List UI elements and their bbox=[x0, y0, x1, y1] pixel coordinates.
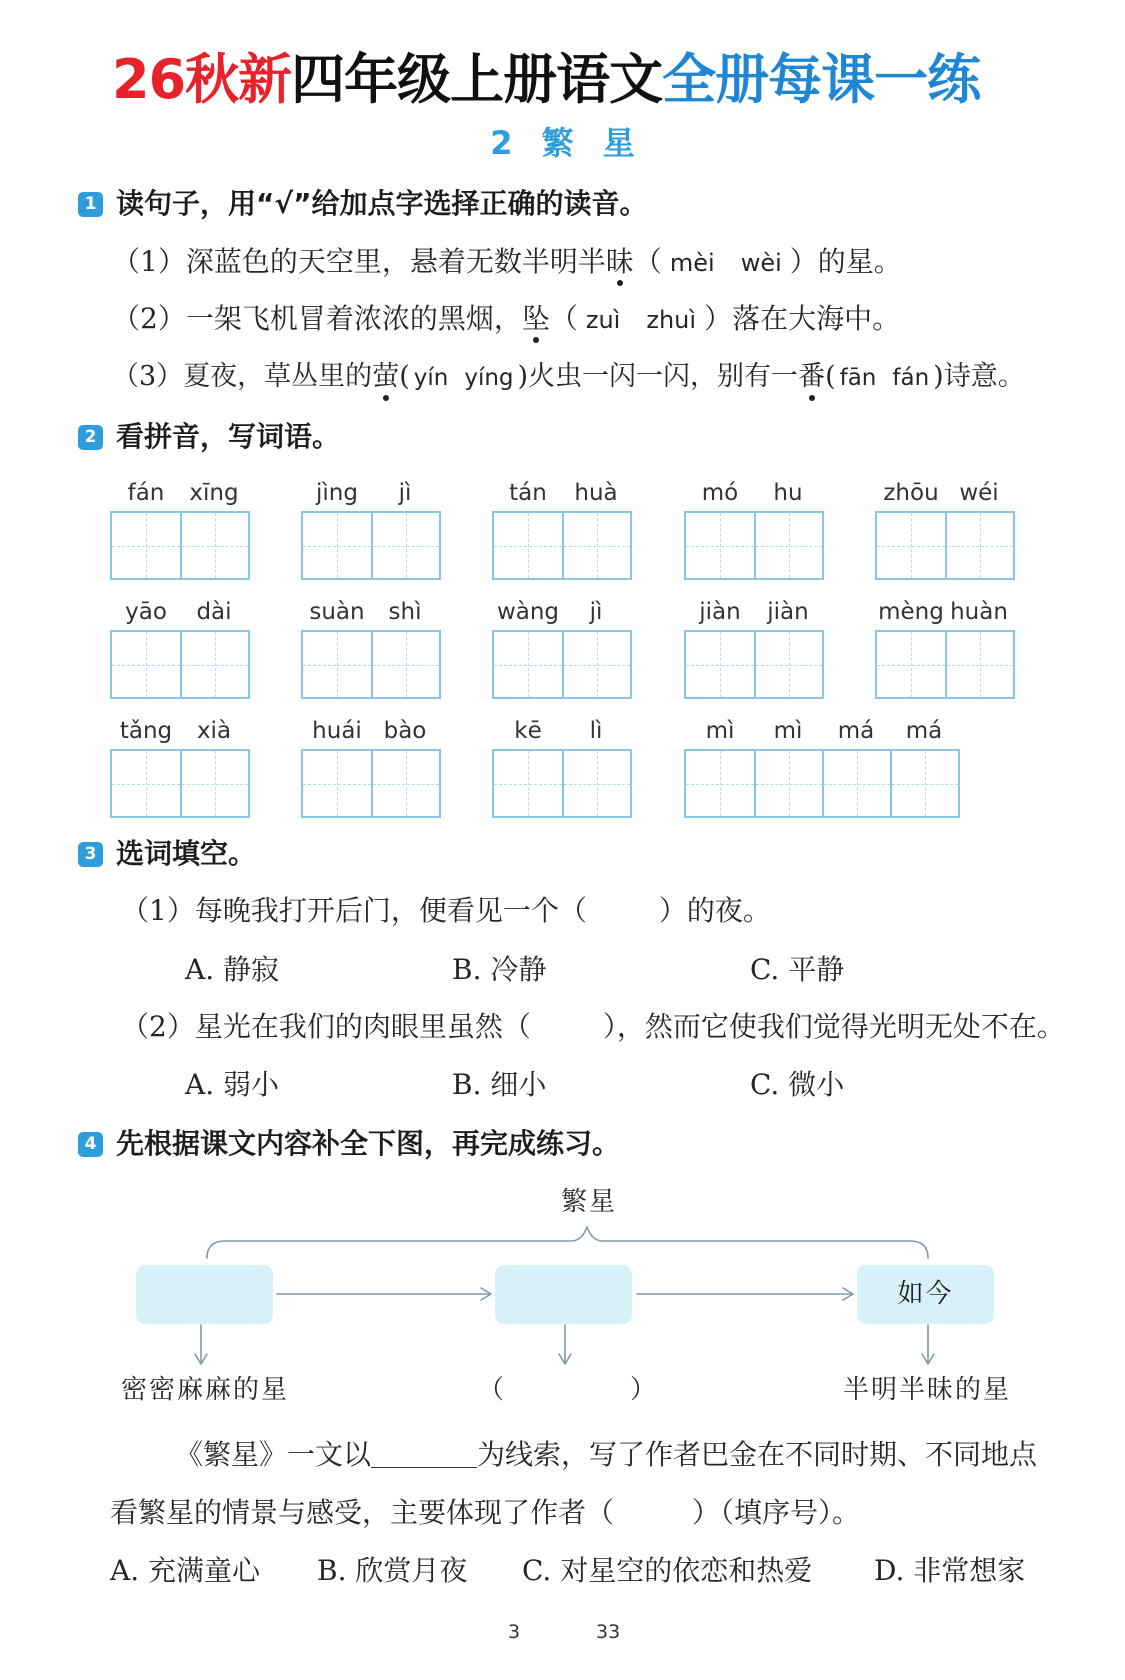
pinyin-label: má bbox=[837, 718, 875, 744]
pinyin-label: jì bbox=[589, 599, 603, 625]
tianzige-group bbox=[875, 630, 1015, 699]
writing-cell[interactable] bbox=[371, 751, 439, 816]
title-black-part: 四年级上册语文 bbox=[291, 48, 663, 111]
pinyin-label: mì bbox=[705, 718, 735, 744]
paren-close: ) bbox=[517, 361, 529, 392]
dotted-character: 萤 bbox=[372, 357, 399, 397]
writing-cell[interactable] bbox=[371, 632, 439, 697]
question-prompt: 看拼音，写词语。 bbox=[116, 420, 341, 453]
writing-cell[interactable] bbox=[494, 513, 562, 578]
writing-cell[interactable] bbox=[562, 632, 630, 697]
tianzige-group bbox=[110, 749, 250, 818]
tianzige-group bbox=[875, 511, 1015, 580]
passage-text: 看繁星的情景与感受，主要体现了作者 bbox=[110, 1496, 587, 1529]
pinyin-label: hu bbox=[773, 480, 803, 506]
sentence-text: 的夜。 bbox=[686, 894, 771, 927]
tianzige-group bbox=[684, 749, 960, 818]
tianzige-group bbox=[684, 630, 824, 699]
worksheet-title bbox=[112, 48, 980, 112]
pinyin-option[interactable]: mèi bbox=[669, 249, 715, 277]
writing-cell[interactable] bbox=[754, 513, 822, 578]
arrow-down-icon bbox=[922, 1325, 934, 1364]
q3-item-2 bbox=[121, 1007, 1065, 1047]
writing-cell[interactable] bbox=[686, 513, 754, 578]
writing-cell[interactable] bbox=[945, 513, 1013, 578]
pinyin-label: bào bbox=[383, 718, 427, 744]
pinyin-label: tán bbox=[509, 480, 547, 506]
paren-close: ） bbox=[704, 302, 733, 335]
diagram-label-paren-close: ） bbox=[630, 1375, 659, 1405]
question-number-badge: 2 bbox=[78, 425, 103, 450]
paren-close: ） bbox=[602, 1010, 617, 1043]
choice-option-c[interactable]: C. 微小 bbox=[750, 1068, 845, 1101]
paren-open: （ bbox=[549, 302, 578, 335]
answer-blank[interactable] bbox=[531, 1015, 603, 1043]
item-label: （1） bbox=[112, 245, 186, 278]
arrow-down-icon bbox=[195, 1325, 207, 1364]
passage-text: 为线索，写了作者巴金在不同时期、不同地点 bbox=[477, 1438, 1038, 1471]
paren-open: ( bbox=[399, 361, 410, 392]
pinyin-label: huà bbox=[574, 480, 618, 506]
pinyin-label: shì bbox=[388, 599, 422, 625]
writing-cell[interactable] bbox=[112, 751, 180, 816]
passage-line-1 bbox=[175, 1435, 1037, 1475]
sentence-text: 星光在我们的肉眼里虽然 bbox=[194, 1010, 503, 1043]
paren-close: ） bbox=[692, 1496, 721, 1529]
paren-open: （ bbox=[558, 894, 587, 927]
writing-cell[interactable] bbox=[754, 632, 822, 697]
pinyin-label: jiàn bbox=[699, 599, 741, 625]
page-number-left: 3 bbox=[508, 1621, 521, 1643]
writing-cell[interactable] bbox=[494, 751, 562, 816]
dotted-character: 坠 bbox=[522, 299, 550, 339]
pinyin-option[interactable]: yín bbox=[413, 365, 449, 391]
tianzige-group bbox=[684, 511, 824, 580]
pinyin-option[interactable]: yíng bbox=[464, 365, 514, 391]
pinyin-label: lì bbox=[589, 718, 603, 744]
writing-cell[interactable] bbox=[877, 513, 945, 578]
writing-cell[interactable] bbox=[303, 632, 371, 697]
diagram-label-paren-open: （ bbox=[478, 1375, 507, 1405]
item-label: （3） bbox=[112, 361, 184, 392]
diagram-label-blank[interactable] bbox=[510, 1372, 620, 1408]
writing-cell[interactable] bbox=[562, 513, 630, 578]
pinyin-label: jì bbox=[398, 480, 412, 506]
pinyin-label: huàn bbox=[950, 599, 1008, 625]
paren-close: ) bbox=[933, 361, 944, 392]
pinyin-label: jìng bbox=[316, 480, 358, 506]
tianzige-group bbox=[301, 511, 441, 580]
passage-text: （填序号）。 bbox=[720, 1496, 861, 1529]
choice-option-a[interactable]: A. 弱小 bbox=[185, 1068, 280, 1101]
choice-option-c[interactable]: C. 平静 bbox=[750, 953, 845, 986]
question-prompt: 先根据课文内容补全下图，再完成练习。 bbox=[116, 1127, 621, 1160]
writing-cell[interactable] bbox=[303, 513, 371, 578]
writing-cell[interactable] bbox=[180, 632, 248, 697]
q1-item-2 bbox=[112, 299, 900, 340]
paren-close: ） bbox=[658, 894, 687, 927]
pinyin-label: zhōu bbox=[883, 480, 939, 506]
sentence-text: 诗意。 bbox=[943, 361, 1025, 392]
writing-cell[interactable] bbox=[112, 632, 180, 697]
writing-cell[interactable] bbox=[686, 632, 754, 697]
pinyin-label: má bbox=[905, 718, 943, 744]
choice-option-b[interactable]: B. 冷静 bbox=[452, 953, 547, 986]
writing-cell[interactable] bbox=[371, 513, 439, 578]
paren-open: （ bbox=[633, 245, 662, 278]
passage-text: 《繁星》一文以 bbox=[175, 1438, 372, 1471]
arrow-right-icon bbox=[637, 1288, 853, 1300]
writing-cell[interactable] bbox=[180, 751, 248, 816]
pinyin-label: fán bbox=[127, 480, 165, 506]
pinyin-label: xīng bbox=[189, 480, 239, 506]
pinyin-option[interactable]: wèi bbox=[740, 249, 782, 277]
sentence-text: 每晚我打开后门，便看见一个 bbox=[194, 894, 559, 927]
pinyin-label: suàn bbox=[309, 599, 365, 625]
lesson-title: 2 繁 星 bbox=[490, 124, 635, 162]
writing-cell[interactable] bbox=[494, 632, 562, 697]
pinyin-label: wéi bbox=[959, 480, 999, 506]
writing-cell[interactable] bbox=[877, 632, 945, 697]
choice-option-a[interactable]: A. 充满童心 bbox=[110, 1554, 261, 1587]
pinyin-label: xià bbox=[196, 718, 232, 744]
arrow-right-icon bbox=[277, 1288, 491, 1300]
pinyin-label: jiàn bbox=[767, 599, 809, 625]
pinyin-label: huái bbox=[312, 718, 362, 744]
title-red-part: 26秋新 bbox=[112, 48, 292, 111]
tianzige-group bbox=[492, 630, 632, 699]
item-label: （2） bbox=[121, 1010, 195, 1043]
diagram-box-blank-2[interactable] bbox=[495, 1265, 632, 1324]
question-number-badge: 1 bbox=[78, 192, 103, 217]
writing-cell[interactable] bbox=[945, 632, 1013, 697]
title-blue-part: 全册每课一练 bbox=[662, 48, 981, 111]
answer-blank[interactable] bbox=[587, 899, 659, 927]
page-number-right: 33 bbox=[596, 1621, 621, 1643]
writing-cell[interactable] bbox=[562, 751, 630, 816]
q1-item-3 bbox=[112, 357, 1025, 398]
pinyin-option[interactable]: zuì bbox=[585, 306, 621, 334]
question-prompt: 选词填空。 bbox=[116, 837, 257, 870]
sentence-text: 的星。 bbox=[817, 245, 902, 278]
pinyin-label: wàng bbox=[496, 599, 560, 625]
sentence-text: ，然而它使我们觉得光明无处不在。 bbox=[616, 1010, 1065, 1043]
paren-open: ( bbox=[825, 361, 836, 392]
pinyin-option[interactable]: fān bbox=[839, 365, 877, 391]
dotted-character: 昧 bbox=[606, 242, 634, 282]
tianzige-group bbox=[492, 749, 632, 818]
tianzige-group bbox=[492, 511, 632, 580]
sentence-text: 落在大海中。 bbox=[732, 302, 901, 335]
q3-item-1 bbox=[121, 891, 771, 931]
tianzige-group bbox=[110, 630, 250, 699]
choice-option-d[interactable]: D. 非常想家 bbox=[874, 1554, 1026, 1587]
diagram-label-right: 半明半昧的星 bbox=[843, 1375, 1012, 1405]
diagram-box-now: 如今 bbox=[857, 1265, 994, 1324]
writing-cell[interactable] bbox=[890, 751, 958, 816]
q1-item-1 bbox=[112, 242, 902, 283]
sentence-text: 深蓝色的天空里，悬着无数半明半 bbox=[185, 245, 606, 278]
question-number-badge: 4 bbox=[78, 1132, 103, 1157]
paren-open: （ bbox=[502, 1010, 531, 1043]
pinyin-label: mèng bbox=[878, 599, 944, 625]
answer-underline-blank[interactable] bbox=[371, 1438, 477, 1468]
choice-option-c[interactable]: C. 对星空的依恋和热爱 bbox=[522, 1554, 813, 1587]
pinyin-label: mó bbox=[701, 480, 739, 506]
paren-open: （ bbox=[586, 1496, 615, 1529]
choice-option-b[interactable]: B. 细小 bbox=[452, 1068, 547, 1101]
diagram-box-blank-1[interactable] bbox=[136, 1265, 273, 1324]
sentence-text: 夏夜，草丛里的 bbox=[183, 361, 373, 392]
pinyin-label: tǎng bbox=[119, 718, 173, 744]
tianzige-group bbox=[301, 630, 441, 699]
tianzige-group bbox=[110, 511, 250, 580]
diagram-root-label: 繁星 bbox=[560, 1187, 617, 1217]
pinyin-option[interactable]: fán bbox=[892, 365, 930, 391]
item-label: （1） bbox=[121, 894, 195, 927]
writing-cell[interactable] bbox=[180, 513, 248, 578]
passage-line-2 bbox=[110, 1493, 860, 1533]
bracket-line bbox=[207, 1227, 928, 1258]
sentence-text: 一架飞机冒着浓浓的黑烟， bbox=[185, 302, 522, 335]
question-prompt: 读句子，用“√”给加点字选择正确的读音。 bbox=[116, 187, 648, 220]
paren-close: ） bbox=[789, 245, 818, 278]
diagram-label-left: 密密麻麻的星 bbox=[121, 1375, 290, 1405]
writing-cell[interactable] bbox=[303, 751, 371, 816]
writing-cell[interactable] bbox=[822, 751, 890, 816]
writing-cell[interactable] bbox=[686, 751, 754, 816]
item-label: （2） bbox=[112, 302, 186, 335]
choice-option-b[interactable]: B. 欣赏月夜 bbox=[317, 1554, 468, 1587]
arrow-down-icon bbox=[559, 1325, 571, 1364]
choice-option-a[interactable]: A. 静寂 bbox=[185, 953, 280, 986]
pinyin-label: yāo bbox=[125, 599, 167, 625]
writing-cell[interactable] bbox=[112, 513, 180, 578]
pinyin-label: kē bbox=[514, 718, 542, 744]
pinyin-option[interactable]: zhuì bbox=[646, 306, 697, 334]
writing-cell[interactable] bbox=[754, 751, 822, 816]
tianzige-group bbox=[301, 749, 441, 818]
pinyin-label: dài bbox=[196, 599, 232, 625]
sentence-text: 火虫一闪一闪，别有一 bbox=[528, 361, 799, 392]
answer-blank[interactable] bbox=[614, 1501, 692, 1529]
pinyin-label: mì bbox=[773, 718, 803, 744]
question-number-badge: 3 bbox=[78, 842, 103, 867]
dotted-character: 番 bbox=[798, 357, 825, 397]
